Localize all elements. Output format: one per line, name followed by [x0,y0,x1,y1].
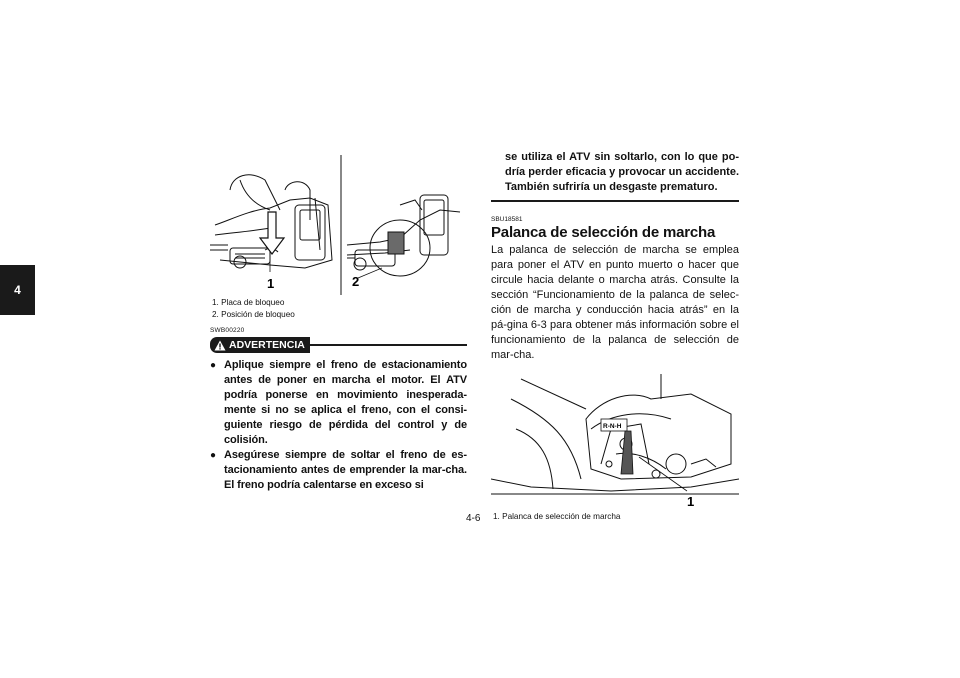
gear-selector-figure [491,369,739,509]
warning-code: SWB00220 [210,327,245,334]
section-title: Palanca de selección de marcha [491,224,716,241]
figure1-caption [212,297,467,321]
parking-brake-figure [210,150,467,295]
warning-label-box [210,337,310,353]
figure2-callout-1: 1 [687,494,695,509]
figure2-caption [493,511,739,523]
page-number: 4-6 [466,513,481,524]
left-column [210,150,467,493]
warning-bullets [210,358,467,493]
figure1-callout-1: 1 [267,276,275,291]
warning-bullet: ● Aplique siempre el freno de estacionamiento antes de poner en marcha el motor. El ATV podría ponerse en movimiento inesperada-mente si no se aplica el freno, con el consi-guiente riesgo de pérdida del control y de colisión. [210,358,467,448]
caption-line: 1. Placa de bloqueo [212,298,285,307]
warning-continuation: se utiliza el ATV sin soltarlo, con lo que po-dría perder eficacia y provocar un accidente. También sufriría un desgaste prematuro. [491,150,739,202]
gate-label: R-N-H [603,423,622,430]
warning-header [210,337,467,353]
warning-label: ADVERTENCIA [229,339,305,351]
gear-lever-icon [621,431,633,474]
section-body: La palanca de selección de marcha se emplea para poner el ATV en punto muerto o hacer que circule hacia delante o marcha atrás. Consulte la sección “Funcionamiento de la palanca de selec-ción de marcha y conducción hacia atrás” en la pá-gina 6-3 para obtener más información sobre el funcionamiento de la palanca de selección de mar-cha. [491,244,739,361]
warning-bullet: ● Asegúrese siempre de soltar el freno de es-tacionamiento antes de emprender la mar-cha. El freno podría calentarse en exceso si [210,448,467,493]
caption-line: 2. Posición de bloqueo [212,310,295,319]
lock-plate-icon [388,232,404,254]
section-code: SBU18581 [491,216,523,223]
caption-line: 1. Palanca de selección de marcha [493,512,621,521]
warning-triangle-icon [214,340,226,351]
right-column [491,150,739,523]
chapter-tab: 4 [0,265,35,315]
warning-rule [310,344,467,346]
figure1-callout-2: 2 [352,274,360,289]
